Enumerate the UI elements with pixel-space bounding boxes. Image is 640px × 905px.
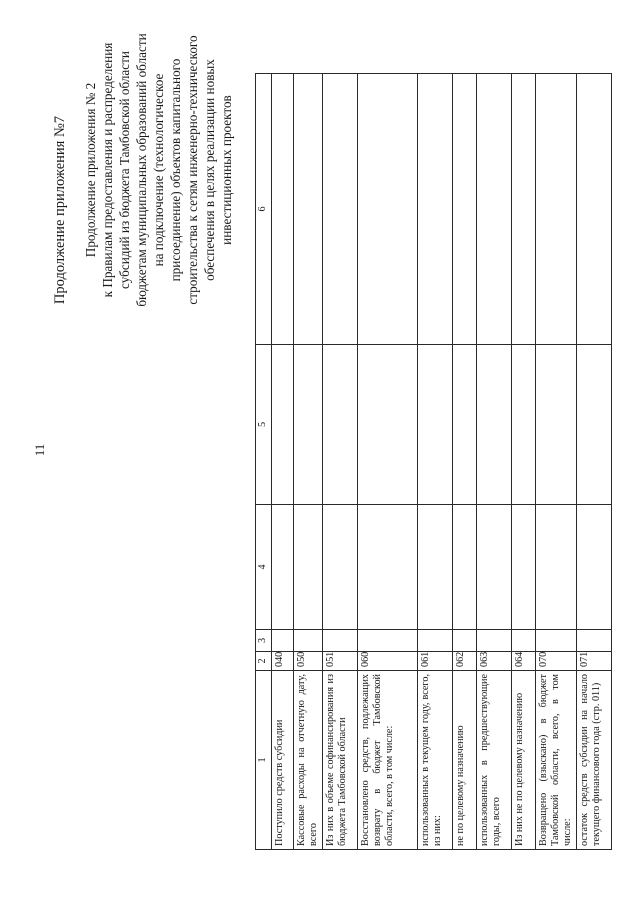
row-label: использованных в текущем году, всего, из них: [418, 671, 453, 850]
table-row [418, 74, 453, 850]
subtitle-line: строительства к сетям инженерно-технического [185, 35, 200, 305]
table-cell [453, 74, 477, 345]
table-cell [477, 505, 512, 630]
appendix-subtitle [82, 5, 235, 335]
column-header: 5 [256, 345, 272, 505]
table-cell [272, 74, 294, 345]
table-row [453, 74, 477, 850]
table-cell [477, 74, 512, 345]
table-cell [272, 630, 294, 652]
table-row [577, 74, 612, 850]
table-cell [272, 505, 294, 630]
table-cell [512, 630, 536, 652]
table-cell [536, 630, 577, 652]
table-cell [323, 345, 358, 505]
table-cell [453, 630, 477, 652]
subtitle-line: присоединение) объектов капитального [168, 58, 183, 282]
row-code: 061 [418, 652, 453, 671]
table-cell [512, 345, 536, 505]
column-header: 3 [256, 630, 272, 652]
table-cell [577, 74, 612, 345]
table-row [272, 74, 294, 850]
row-code: 070 [536, 652, 577, 671]
row-code: 040 [272, 652, 294, 671]
table-cell [294, 345, 323, 505]
subtitle-line: бюджетам муниципальных образований области [134, 33, 149, 307]
subtitle-line: Продолжение приложения № 2 [83, 82, 98, 258]
table-cell [577, 505, 612, 630]
row-label: Из них не по целевому назначению [512, 671, 536, 850]
table-cell [512, 505, 536, 630]
table-cell [512, 74, 536, 345]
table-row [323, 74, 358, 850]
row-label: использованных в предшествующие годы, всего [477, 671, 512, 850]
row-label: Кассовые расходы на отчетную дату, всего [294, 671, 323, 850]
table-header-row [256, 74, 272, 850]
table-cell [477, 630, 512, 652]
table-cell [323, 505, 358, 630]
row-label: Возвращено (взыскано) в бюджет Тамбовской области, всего, в том числе: [536, 671, 577, 850]
table-cell [294, 505, 323, 630]
appendix-title: Продолжение приложения №7 [52, 115, 68, 305]
row-code: 071 [577, 652, 612, 671]
table-cell [536, 505, 577, 630]
row-label: Восстановлено средств, подлежащих возврату в бюджет Тамбовской области, всего, в том числе: [358, 671, 418, 850]
table-cell [577, 630, 612, 652]
table-cell [358, 505, 418, 630]
table-cell [418, 630, 453, 652]
table-cell [294, 630, 323, 652]
table-cell [577, 345, 612, 505]
table-cell [536, 345, 577, 505]
table-cell [358, 74, 418, 345]
table-cell [323, 630, 358, 652]
column-header: 6 [256, 74, 272, 345]
subtitle-line: к Правилам предоставления и распределения [100, 42, 115, 298]
table-cell [272, 345, 294, 505]
table-cell [453, 505, 477, 630]
table-cell [358, 345, 418, 505]
table-cell [294, 74, 323, 345]
subtitle-line: инвестиционных проектов [219, 95, 234, 245]
row-label: Поступило средств субсидии [272, 671, 294, 850]
row-code: 063 [477, 652, 512, 671]
table-cell [418, 345, 453, 505]
subtitle-line: на подключение (технологическое [151, 73, 166, 267]
table-row [477, 74, 512, 850]
row-code: 062 [453, 652, 477, 671]
table-cell [418, 74, 453, 345]
table-cell [477, 345, 512, 505]
row-label: остаток средств субсидии на начало текущего финансового года (стр. 011) [577, 671, 612, 850]
table-row [512, 74, 536, 850]
table-cell [536, 74, 577, 345]
subtitle-line: субсидий из бюджета Тамбовской области [117, 51, 132, 289]
table-cell [323, 74, 358, 345]
table-row [294, 74, 323, 850]
column-header: 2 [256, 652, 272, 671]
page-number: 11 [32, 443, 47, 457]
row-code: 064 [512, 652, 536, 671]
table-row [358, 74, 418, 850]
row-code: 060 [358, 652, 418, 671]
row-label: Из них в объеме софинансирования из бюджета Тамбовской области [323, 671, 358, 850]
table-cell [418, 505, 453, 630]
row-label: не по целевому назначению [453, 671, 477, 850]
table-row [536, 74, 577, 850]
table-cell [358, 630, 418, 652]
row-code: 050 [294, 652, 323, 671]
column-header: 4 [256, 505, 272, 630]
report-table [255, 73, 612, 850]
column-header: 1 [256, 671, 272, 850]
table-cell [453, 345, 477, 505]
row-code: 051 [323, 652, 358, 671]
subtitle-line: обеспечения в целях реализации новых [202, 59, 217, 281]
